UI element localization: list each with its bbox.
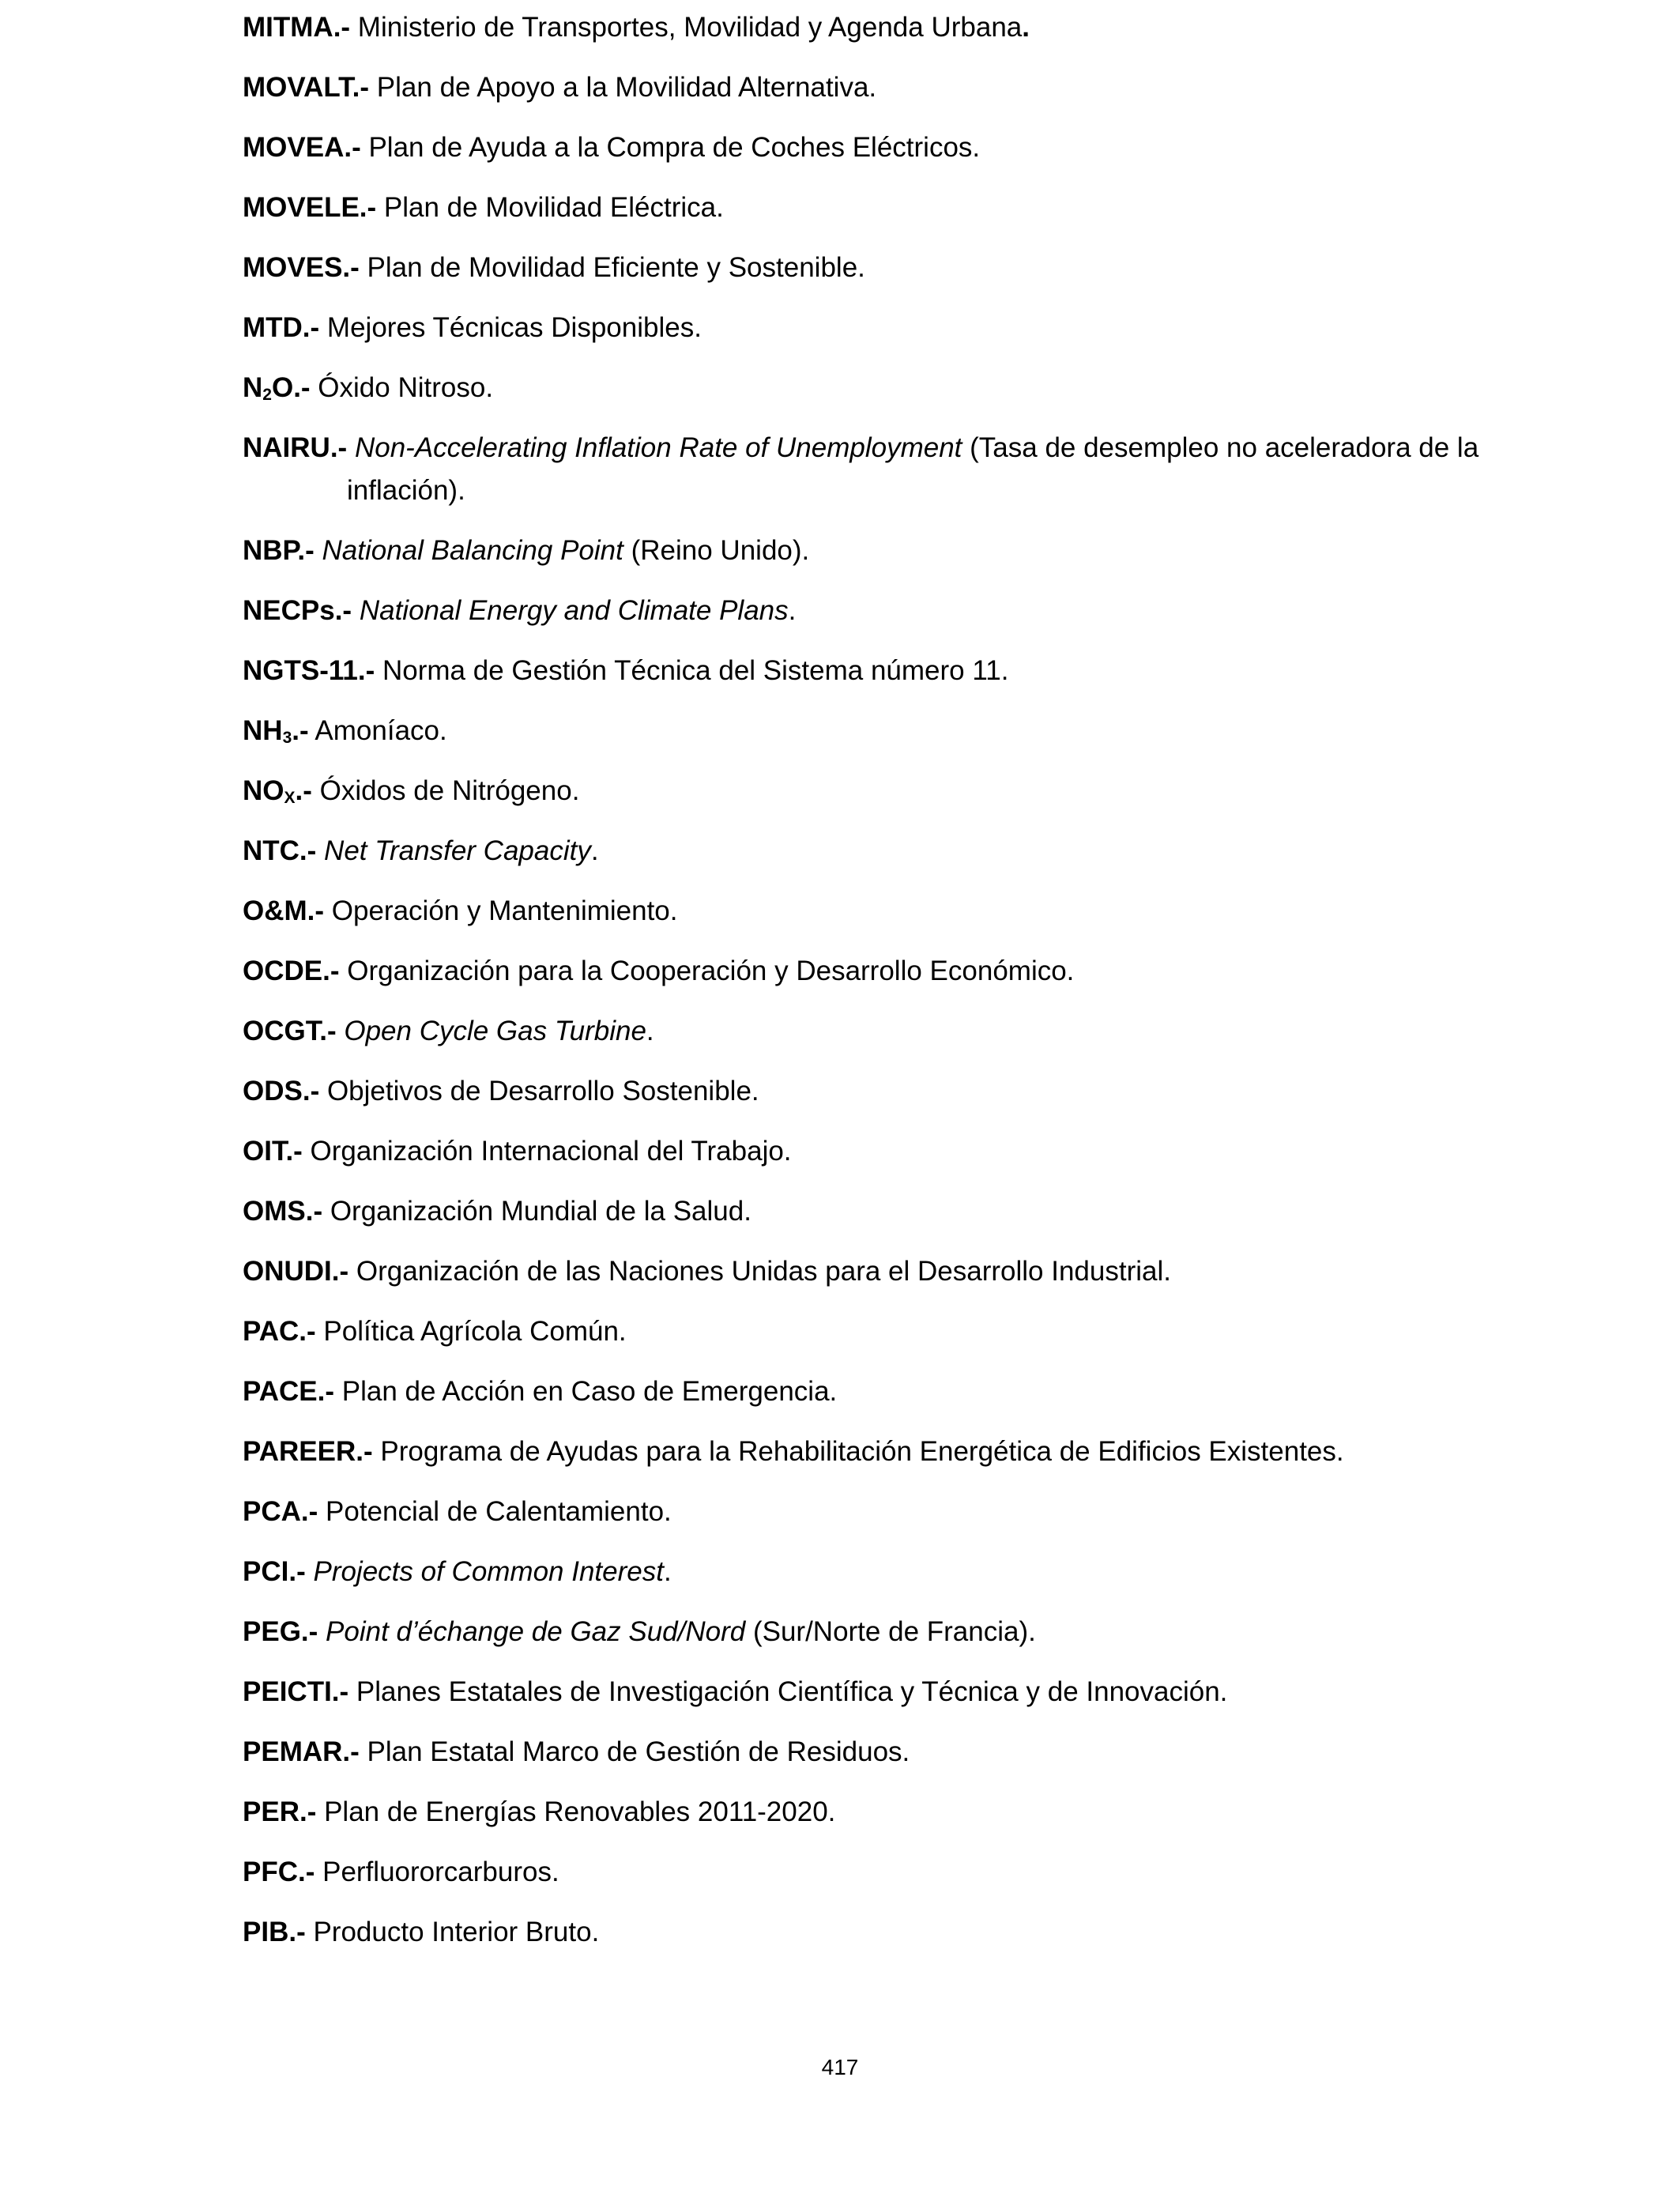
entry-abbreviation: PCA.- [243, 1496, 318, 1527]
entry-definition: (Reino Unido). [623, 535, 810, 566]
entry-abbreviation: MITMA.- [243, 12, 351, 43]
entry-definition-italic: National Energy and Climate Plans [359, 595, 789, 626]
entry-abbreviation: PFC.- [243, 1857, 315, 1887]
glossary-entry [243, 1791, 1491, 1834]
entry-abbreviation: NGTS-11.- [243, 655, 375, 686]
page-number: 417 [821, 2055, 859, 2079]
entry-definition [306, 1556, 314, 1587]
entry-definition: . [663, 1556, 672, 1587]
entry-abbreviation: MOVEA.- [243, 132, 361, 163]
entry-definition: Objetivos de Desarrollo Sostenible. [319, 1076, 759, 1106]
entry-abbreviation: O&M.- [243, 895, 325, 926]
glossary-entry [243, 247, 1491, 289]
entry-definition: Planes Estatales de Investigación Científica y Técnica y de Innovación. [348, 1676, 1228, 1707]
entry-definition: Plan de Ayuda a la Compra de Coches Eléctricos. [360, 132, 981, 163]
entry-abbreviation: PER.- [243, 1796, 317, 1827]
entry-definition [347, 432, 355, 463]
entry-abbreviation: PACE.- [243, 1376, 335, 1407]
glossary-entry [243, 427, 1491, 512]
glossary-entry [243, 710, 1491, 752]
entry-definition-italic: Net Transfer Capacity [324, 835, 591, 866]
glossary-entry [243, 530, 1491, 572]
entry-abbreviation: PIB.- [243, 1917, 306, 1947]
glossary-entry [243, 1130, 1491, 1173]
entry-definition: Plan de Acción en Caso de Emergencia. [334, 1376, 838, 1407]
entry-definition: Perfluororcarburos. [315, 1857, 559, 1887]
entry-definition: Plan de Apoyo a la Movilidad Alternativa. [369, 72, 877, 103]
entry-definition [318, 1616, 326, 1647]
entry-definition: Organización para la Cooperación y Desarrollo Económico. [339, 956, 1075, 986]
glossary-entry [243, 1070, 1491, 1113]
entry-abbreviation: ODS.- [243, 1076, 320, 1106]
entry-abbreviation: OIT.- [243, 1136, 303, 1167]
entry-definition-italic: Projects of Common Interest [313, 1556, 664, 1587]
abbreviation-subscript: X [284, 789, 296, 808]
entry-definition: Plan Estatal Marco de Gestión de Residuos. [359, 1736, 910, 1767]
glossary-entry [243, 590, 1491, 632]
abbreviation-text: NH [243, 715, 283, 746]
entry-definition: (Sur/Norte de Francia). [745, 1616, 1036, 1647]
entry-abbreviation: MOVALT.- [243, 72, 370, 103]
entry-abbreviation: PEICTI.- [243, 1676, 349, 1707]
abbreviation-subscript: 3 [282, 729, 292, 748]
entry-abbreviation: NECPs.- [243, 595, 352, 626]
abbreviation-text: .- [292, 715, 309, 746]
entry-abbreviation: PCI.- [243, 1556, 306, 1587]
entry-definition: Política Agrícola Común. [315, 1316, 627, 1347]
entry-definition-italic: Open Cycle Gas Turbine [344, 1016, 646, 1046]
entry-definition [316, 835, 324, 866]
abbreviation-text: O.- [271, 372, 311, 403]
entry-definition-italic: Non-Accelerating Inflation Rate of Unemployment [354, 432, 962, 463]
entry-definition: Amoníaco. [308, 715, 447, 746]
glossary-entry [243, 1190, 1491, 1233]
glossary-entry [243, 6, 1491, 49]
entry-abbreviation: MOVELE.- [243, 192, 377, 223]
glossary-entry [243, 367, 1491, 409]
entry-abbreviation: OMS.- [243, 1196, 323, 1227]
abbreviation-text: NO [243, 775, 284, 806]
glossary-entry [243, 187, 1491, 229]
entry-abbreviation: OCGT.- [243, 1016, 337, 1046]
entry-definition: Plan de Movilidad Eléctrica. [376, 192, 724, 223]
abbreviation-text: N [243, 372, 263, 403]
abbreviation-subscript: 2 [262, 386, 272, 405]
glossary-entry [243, 1370, 1491, 1413]
glossary-entry [243, 66, 1491, 109]
glossary-entry [243, 830, 1491, 873]
entry-abbreviation: PAREER.- [243, 1436, 373, 1467]
entry-definition: Mejores Técnicas Disponibles. [319, 312, 702, 343]
entry-abbreviation: PEG.- [243, 1616, 318, 1647]
entry-definition-italic: Point d’échange de Gaz Sud/Nord [326, 1616, 746, 1647]
glossary-entry [243, 1431, 1491, 1473]
glossary-entry [243, 1551, 1491, 1593]
entry-definition-italic: National Balancing Point [322, 535, 623, 566]
entry-definition: Organización de las Naciones Unidas para el Desarrollo Industrial. [348, 1256, 1171, 1287]
glossary-entry [243, 950, 1491, 993]
entry-definition: . [590, 835, 599, 866]
entry-abbreviation [243, 372, 311, 403]
entry-definition: . [646, 1016, 654, 1046]
glossary-entry [243, 1731, 1491, 1774]
abbreviation-text: .- [295, 775, 312, 806]
entry-definition: Óxido Nitroso. [310, 372, 494, 403]
entry-definition: Norma de Gestión Técnica del Sistema número 11. [375, 655, 1009, 686]
glossary-entry [243, 770, 1491, 812]
entry-definition: . [1022, 12, 1030, 43]
glossary-entry [243, 126, 1491, 169]
entry-abbreviation: MOVES.- [243, 252, 360, 283]
entry-definition: Organización Internacional del Trabajo. [302, 1136, 792, 1167]
glossary-entry [243, 1310, 1491, 1353]
entry-abbreviation: NAIRU.- [243, 432, 348, 463]
glossary-entry [243, 1250, 1491, 1293]
entry-definition: Ministerio de Transportes, Movilidad y Agenda Urbana [350, 12, 1023, 43]
glossary-entry [243, 307, 1491, 349]
entry-abbreviation: ONUDI.- [243, 1256, 349, 1287]
entry-definition: Organización Mundial de la Salud. [322, 1196, 751, 1227]
glossary-list [243, 6, 1491, 1971]
glossary-entry [243, 1010, 1491, 1053]
entry-abbreviation [243, 775, 312, 806]
entry-definition: Operación y Mantenimiento. [324, 895, 678, 926]
entry-definition [337, 1016, 345, 1046]
entry-abbreviation: OCDE.- [243, 956, 340, 986]
entry-definition: Plan de Movilidad Eficiente y Sostenible. [359, 252, 865, 283]
entry-definition [315, 535, 322, 566]
glossary-entry [243, 1611, 1491, 1653]
entry-definition: Producto Interior Bruto. [305, 1917, 600, 1947]
entry-definition [352, 595, 360, 626]
glossary-entry [243, 1491, 1491, 1533]
entry-abbreviation: MTD.- [243, 312, 320, 343]
entry-definition: (Tasa de desempleo no aceleradora de la inflación). [347, 432, 1486, 506]
glossary-entry [243, 890, 1491, 933]
glossary-entry [243, 1671, 1491, 1713]
entry-definition: . [788, 595, 797, 626]
entry-abbreviation [243, 715, 309, 746]
entry-definition: Óxidos de Nitrógeno. [311, 775, 580, 806]
entry-definition: Potencial de Calentamiento. [318, 1496, 672, 1527]
entry-abbreviation: NTC.- [243, 835, 317, 866]
entry-abbreviation: NBP.- [243, 535, 315, 566]
glossary-entry [243, 1851, 1491, 1894]
entry-abbreviation: PEMAR.- [243, 1736, 360, 1767]
entry-definition: Plan de Energías Renovables 2011-2020. [316, 1796, 836, 1827]
entry-definition: Programa de Ayudas para la Rehabilitación Energética de Edificios Existentes. [372, 1436, 1344, 1467]
entry-abbreviation: PAC.- [243, 1316, 316, 1347]
glossary-entry [243, 1911, 1491, 1954]
glossary-entry [243, 650, 1491, 692]
